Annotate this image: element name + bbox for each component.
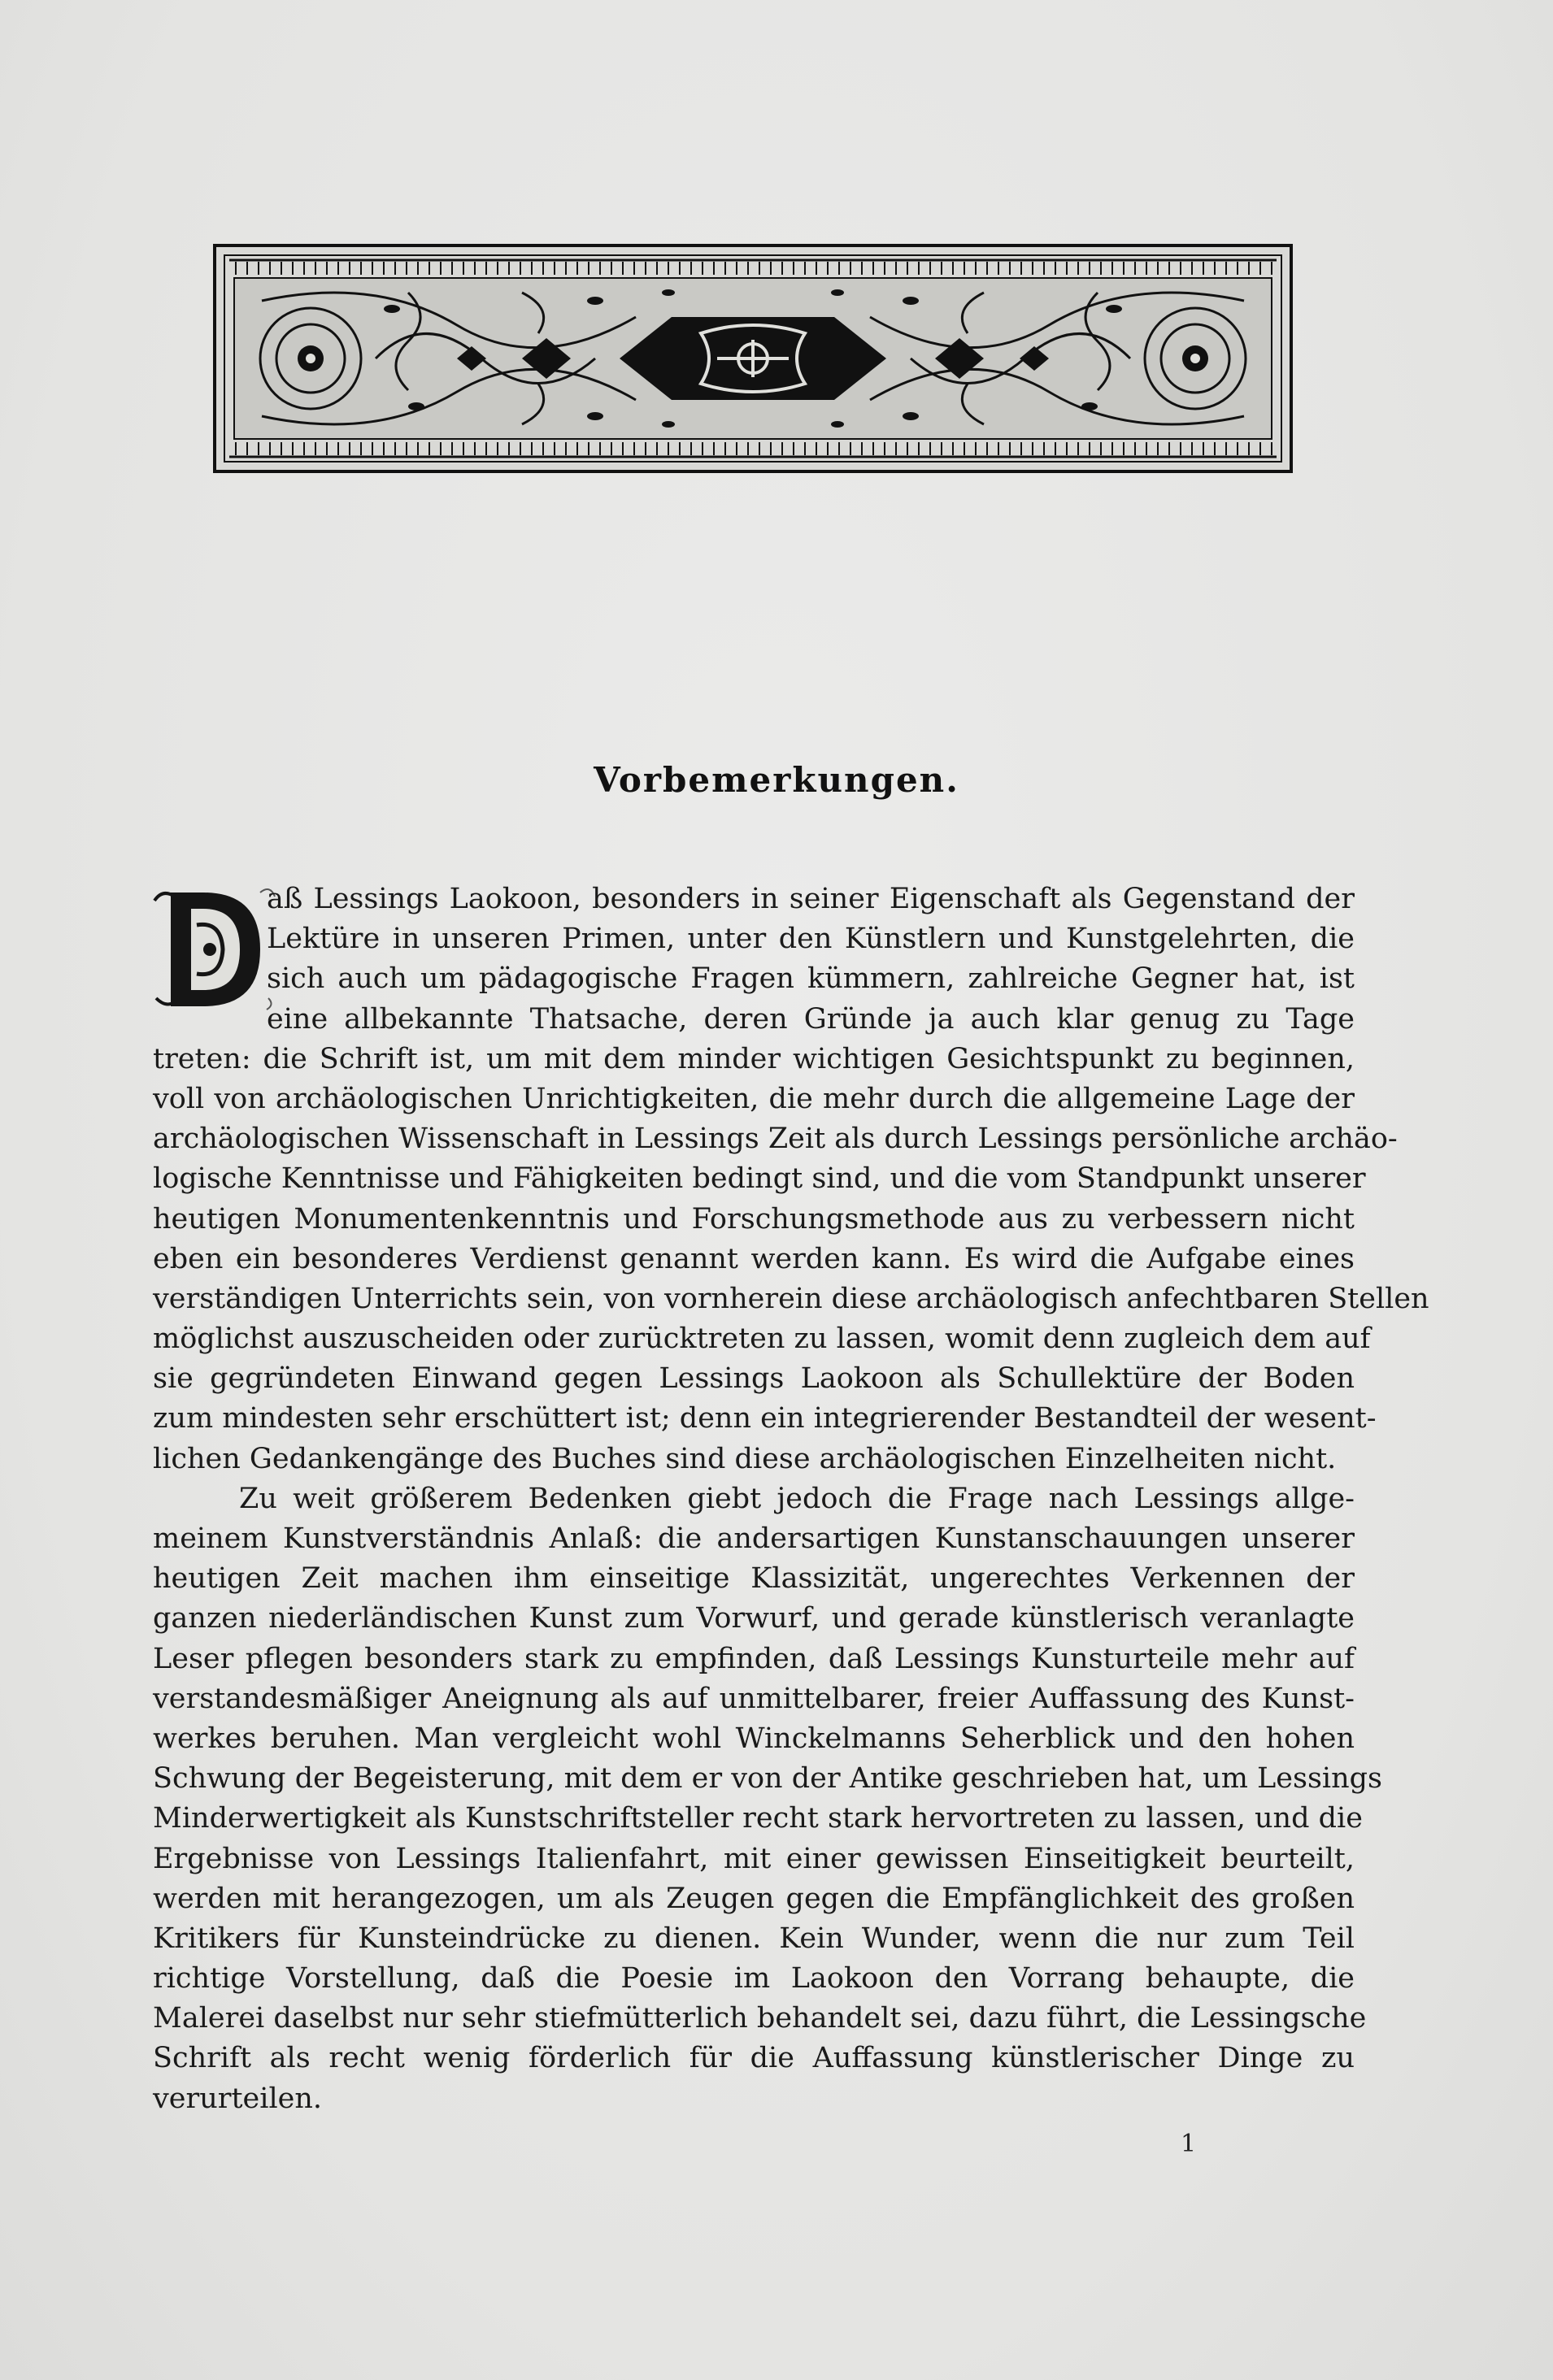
text-line: verstandesmäßiger Aneignung als auf unmittelbarer, freier Auffassung des Kunst-: [153, 1682, 1355, 1715]
text-line: sie gegründeten Einwand gegen Lessings Laokoon als Schullektüre der Boden: [153, 1362, 1355, 1396]
text-line: verständigen Unterrichts sein, von vornherein diese archäologisch anfechtbaren Stellen: [153, 1282, 1429, 1315]
text-line: heutigen Monumentenkenntnis und Forschungsmethode aus zu verbessern nicht: [153, 1202, 1355, 1236]
paragraph-1: [153, 879, 1429, 1479]
text-line: möglichst auszuscheiden oder zurücktreten zu lassen, womit denn zugleich dem auf: [153, 1322, 1371, 1356]
text-line: Malerei daselbst nur sehr stiefmütterlich behandelt sei, dazu führt, die Lessingsche: [153, 2002, 1367, 2035]
text-line: werden mit herangezogen, um als Zeugen gegen die Empfänglichkeit des großen: [153, 1882, 1355, 1915]
text-line: Lektüre in unseren Primen, unter den Künstlern und Kunstgelehrten, die: [267, 923, 1355, 956]
text-line: eine allbekannte Thatsache, deren Gründe ja auch klar genug zu Tage: [267, 1002, 1355, 1036]
text-line: Schwung der Begeisterung, mit dem er von der Antike geschrieben hat, um Lessings: [153, 1762, 1383, 1796]
section-heading: Vorbemerkungen.: [594, 760, 959, 800]
text-line: lichen Gedankengänge des Buches sind diese archäologischen Einzelheiten nicht.: [153, 1442, 1337, 1475]
ornamental-headpiece: [213, 244, 1293, 473]
text-line: Leser pflegen besonders stark zu empfinden, daß Lessings Kunsturteile mehr auf: [153, 1642, 1355, 1675]
text-line: Kritikers für Kunsteindrücke zu dienen. Kein Wunder, wenn die nur zum Teil: [153, 1922, 1355, 1955]
body-text: [153, 879, 1429, 2119]
page-number: 1: [1181, 2130, 1197, 2158]
text-line: Schrift als recht wenig förderlich für die Auffassung künstlerischer Dinge zu: [153, 2042, 1355, 2075]
text-line: meinem Kunstverständnis Anlaß: die andersartigen Kunstanschauungen unserer: [153, 1522, 1355, 1555]
text-line: Zu weit größerem Bedenken giebt jedoch die Frage nach Lessings allge-: [239, 1482, 1355, 1515]
text-line: zum mindesten sehr erschüttert ist; denn ein integrierender Bestandteil der wesent-: [153, 1402, 1377, 1435]
text-line: werkes beruhen. Man vergleicht wohl Winckelmanns Seherblick und den hohen: [153, 1722, 1355, 1755]
text-line: ganzen niederländischen Kunst zum Vorwurf, und gerade künstlerisch veranlagte: [153, 1602, 1355, 1635]
text-line: archäologischen Wissenschaft in Lessings Zeit als durch Lessings persönliche archäo-: [153, 1123, 1398, 1156]
text-line: voll von archäologischen Unrichtigkeiten, die mehr durch die allgemeine Lage der: [153, 1082, 1355, 1115]
text-line: treten: die Schrift ist, um mit dem minder wichtigen Gesichtspunkt zu beginnen,: [153, 1042, 1355, 1075]
paragraph-2: [153, 1479, 1383, 2119]
text-line: Minderwertigkeit als Kunstschriftsteller recht stark hervortreten zu lassen, und die: [153, 1802, 1363, 1835]
text-line: eben ein besonderes Verdienst genannt werden kann. Es wird die Aufgabe eines: [153, 1242, 1355, 1275]
text-line: Ergebnisse von Lessings Italienfahrt, mit einer gewissen Einseitigkeit beurteilt,: [153, 1842, 1355, 1875]
text-line: logische Kenntnisse und Fähigkeiten bedingt sind, und die vom Standpunkt unserer: [153, 1162, 1366, 1196]
text-line: aß Lessings Laokoon, besonders in seiner Eigenschaft als Gegenstand der: [267, 883, 1355, 915]
text-line: sich auch um pädagogische Fragen kümmern, zahlreiche Gegner hat, ist: [267, 962, 1355, 996]
text-line: heutigen Zeit machen ihm einseitige Klassizität, ungerechtes Verkennen der: [153, 1562, 1355, 1596]
text-line: verurteilen.: [153, 2082, 323, 2115]
text-line: richtige Vorstellung, daß die Poesie im Laokoon den Vorrang behaupte, die: [153, 1962, 1355, 1996]
